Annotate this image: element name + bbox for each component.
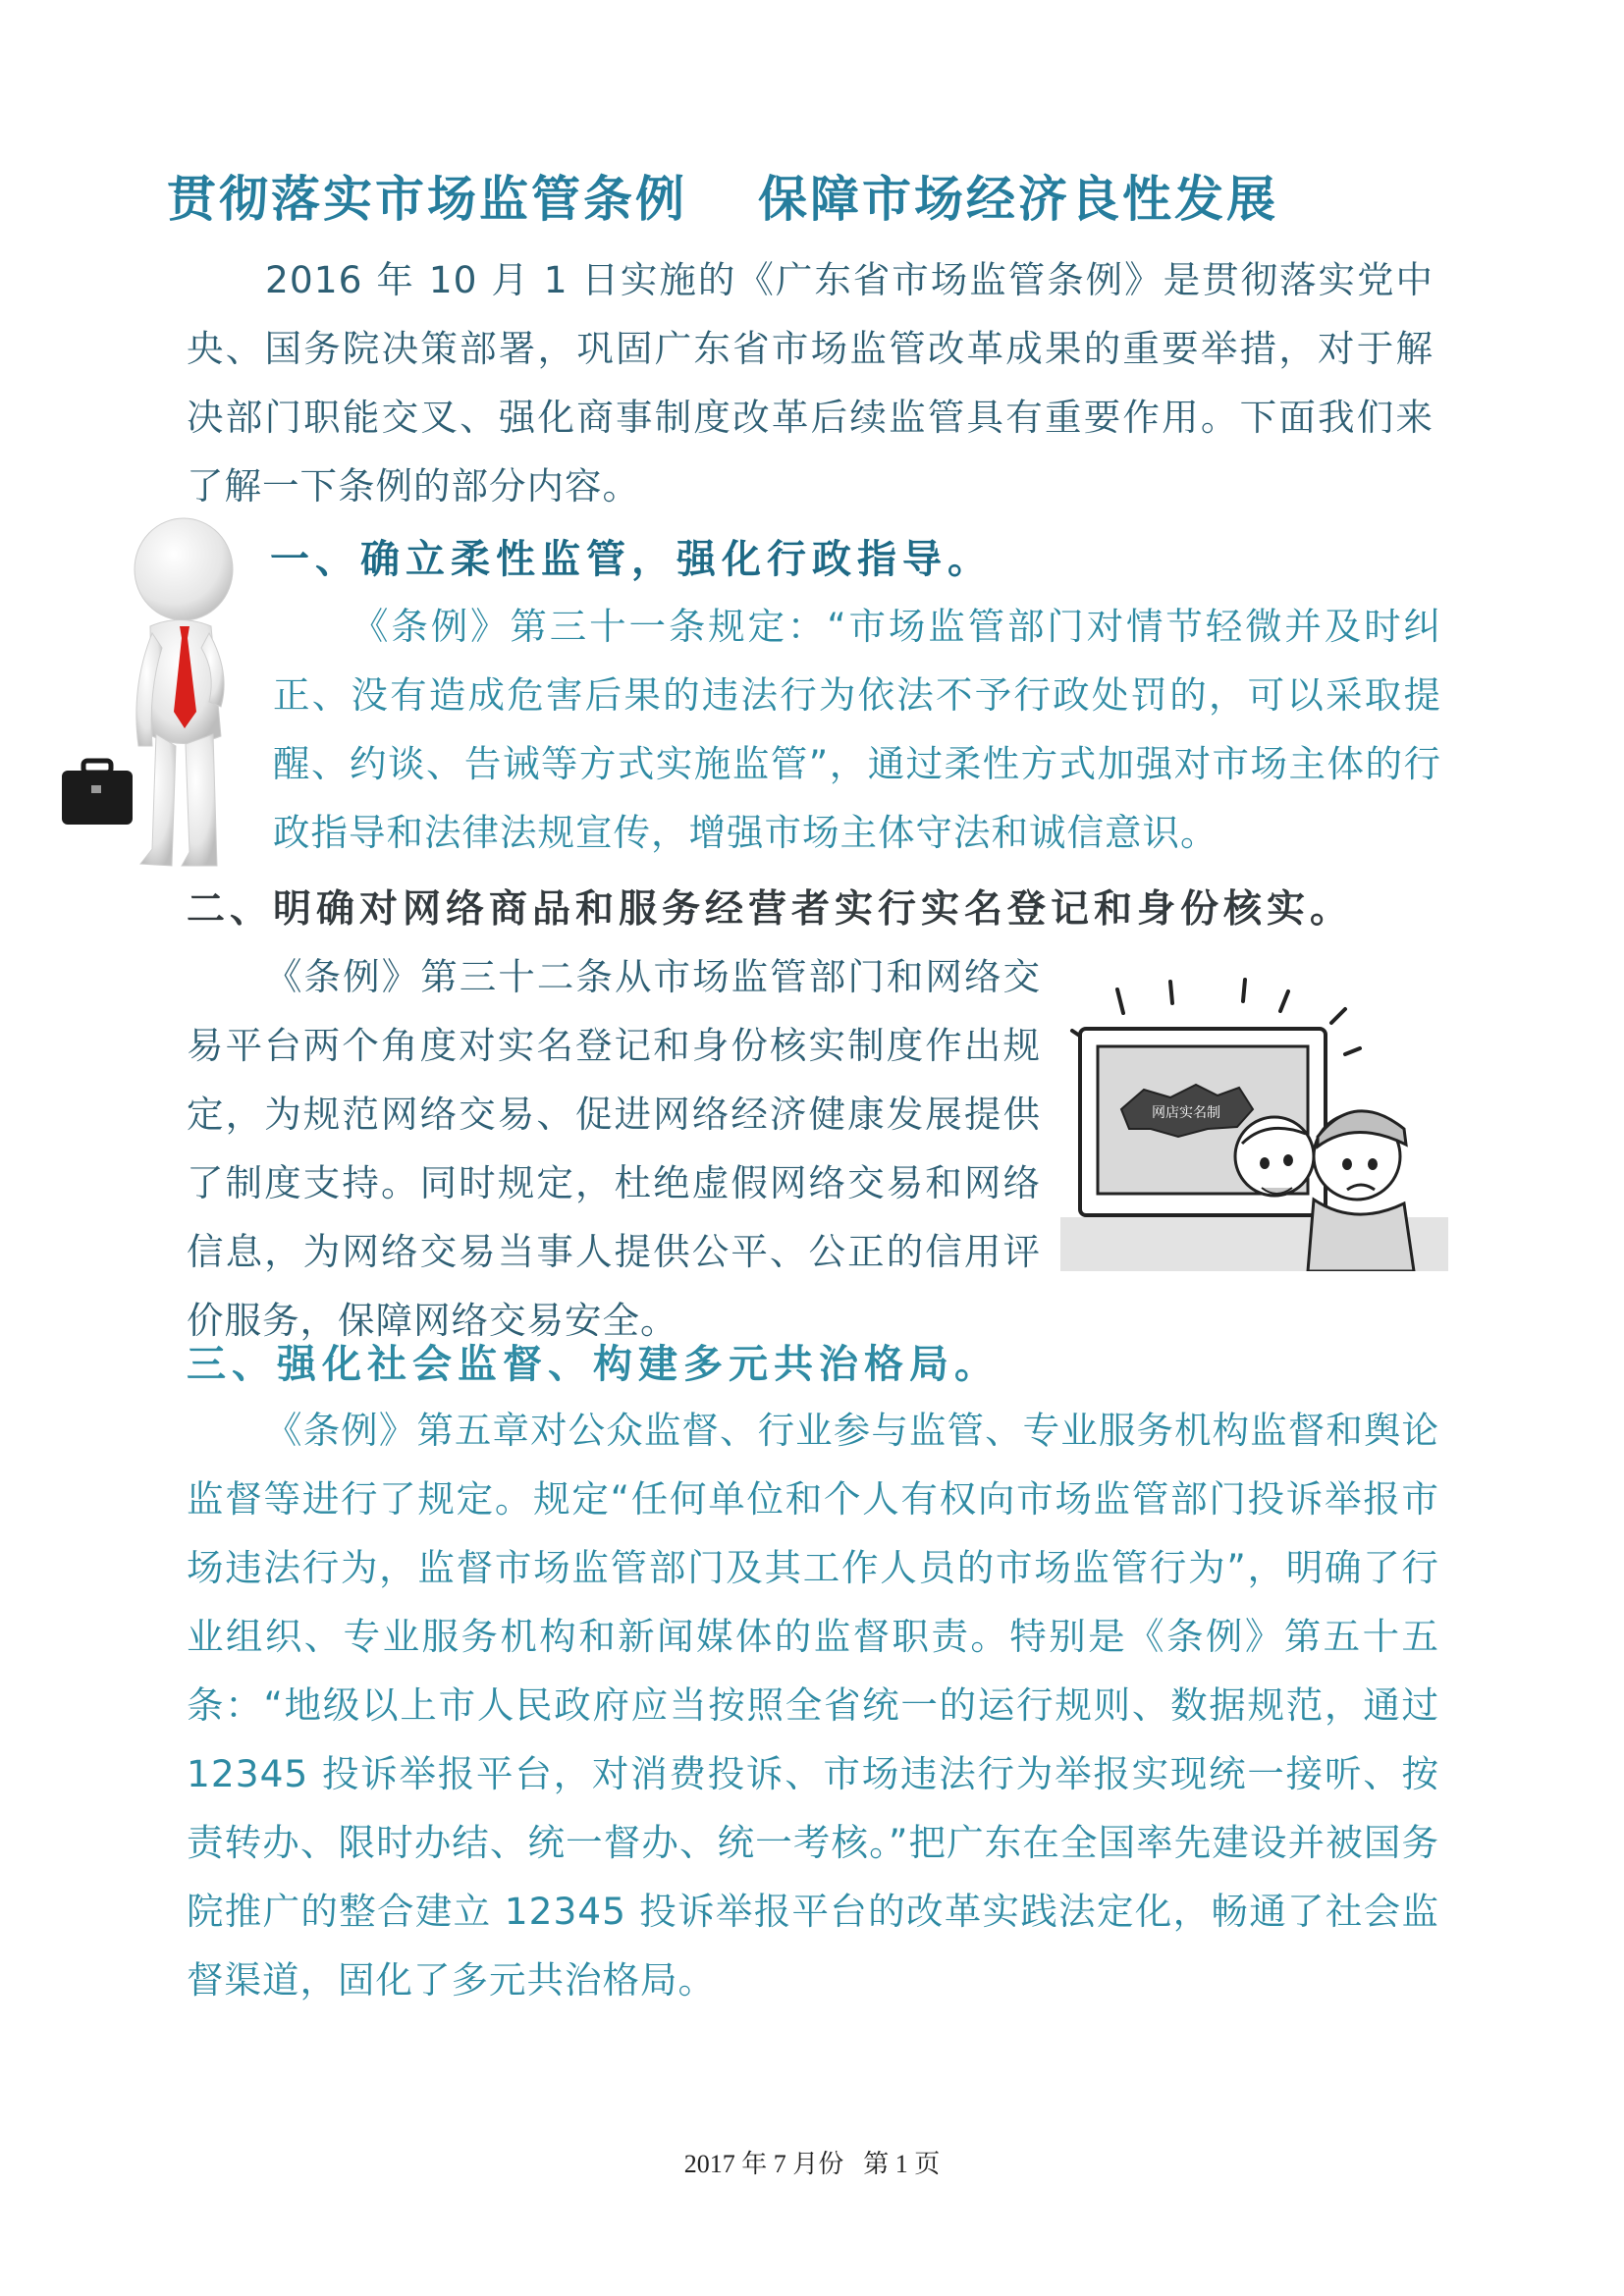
section-2-body: 《条例》第三十二条从市场监管部门和网络交易平台两个角度对实名登记和身份核实制度作出规定，为规范网络交易、促进网络经济健康发展提供了制度支持。同时规定，杜绝虚假网络交易和网络信息，为网络交易当事人提供公平、公正的信用评价服务，保障网络交易安全。 <box>187 955 1041 1342</box>
footer-page-number: 第 1 页 <box>863 2150 941 2178</box>
section-3-body: 《条例》第五章对公众监督、行业参与监管、专业服务机构监督和舆论监督等进行了规定。规定“任何单位和个人有权向市场监管部门投诉举报市场违法行为，监督市场监管部门及其工作人员的市场监管行为”，明确了行业组织、专业服务机构和新闻媒体的监督职责。特别是《条例》第五十五条：“地级以上市人民政府应当按照全省统一的运行规则、数据规范，通过 12345 投诉举报平台，对消费投诉、市场违法行为举报实现统一接听、按责转办、限时办结、统一督办、统一考核。”把广东在全国率先建设并被国务院推广的整合建立 12345 投诉举报平台的改革实践法定化，畅通了社会监督渠道，固化了多元共治格局。 <box>187 1409 1439 2002</box>
title-right: 保障市场经济良性发展 <box>758 171 1278 228</box>
businessman-illustration <box>54 510 275 874</box>
intro-paragraph: 2016 年 10 月 1 日实施的《广东省市场监管条例》是贯彻落实党中央、国务院决策部署，巩固广东省市场监管改革成果的重要举措，对于解决部门职能交叉、强化商事制度改革后续监管具有重要作用。下面我们来了解一下条例的部分内容。 <box>187 258 1434 507</box>
section-1-heading: 一、确立柔性监管，强化行政指导。 <box>270 536 993 582</box>
title-left: 贯彻落实市场监管条例 <box>167 171 687 228</box>
page-footer <box>0 2144 1624 2180</box>
section-2-heading: 二、明确对网络商品和服务经营者实行实名登记和身份核实。 <box>187 886 1354 932</box>
online-shop-realname-illustration <box>1060 972 1448 1271</box>
section-1-body: 《条例》第三十一条规定：“市场监管部门对情节轻微并及时纠正、没有造成危害后果的违法行为依法不予行政处罚的，可以采取提醒、约谈、告诫等方式实施监管”，通过柔性方式加强对市场主体的行政指导和法律法规宣传，增强市场主体守法和诚信意识。 <box>273 605 1441 854</box>
footer-date: 2017 年 7 月份 <box>683 2150 844 2178</box>
screen-label: 网店实名制 <box>1152 1105 1220 1121</box>
section-3-heading: 三、强化社会监督、构建多元共治格局。 <box>187 1341 1000 1387</box>
page-title <box>167 165 1483 234</box>
